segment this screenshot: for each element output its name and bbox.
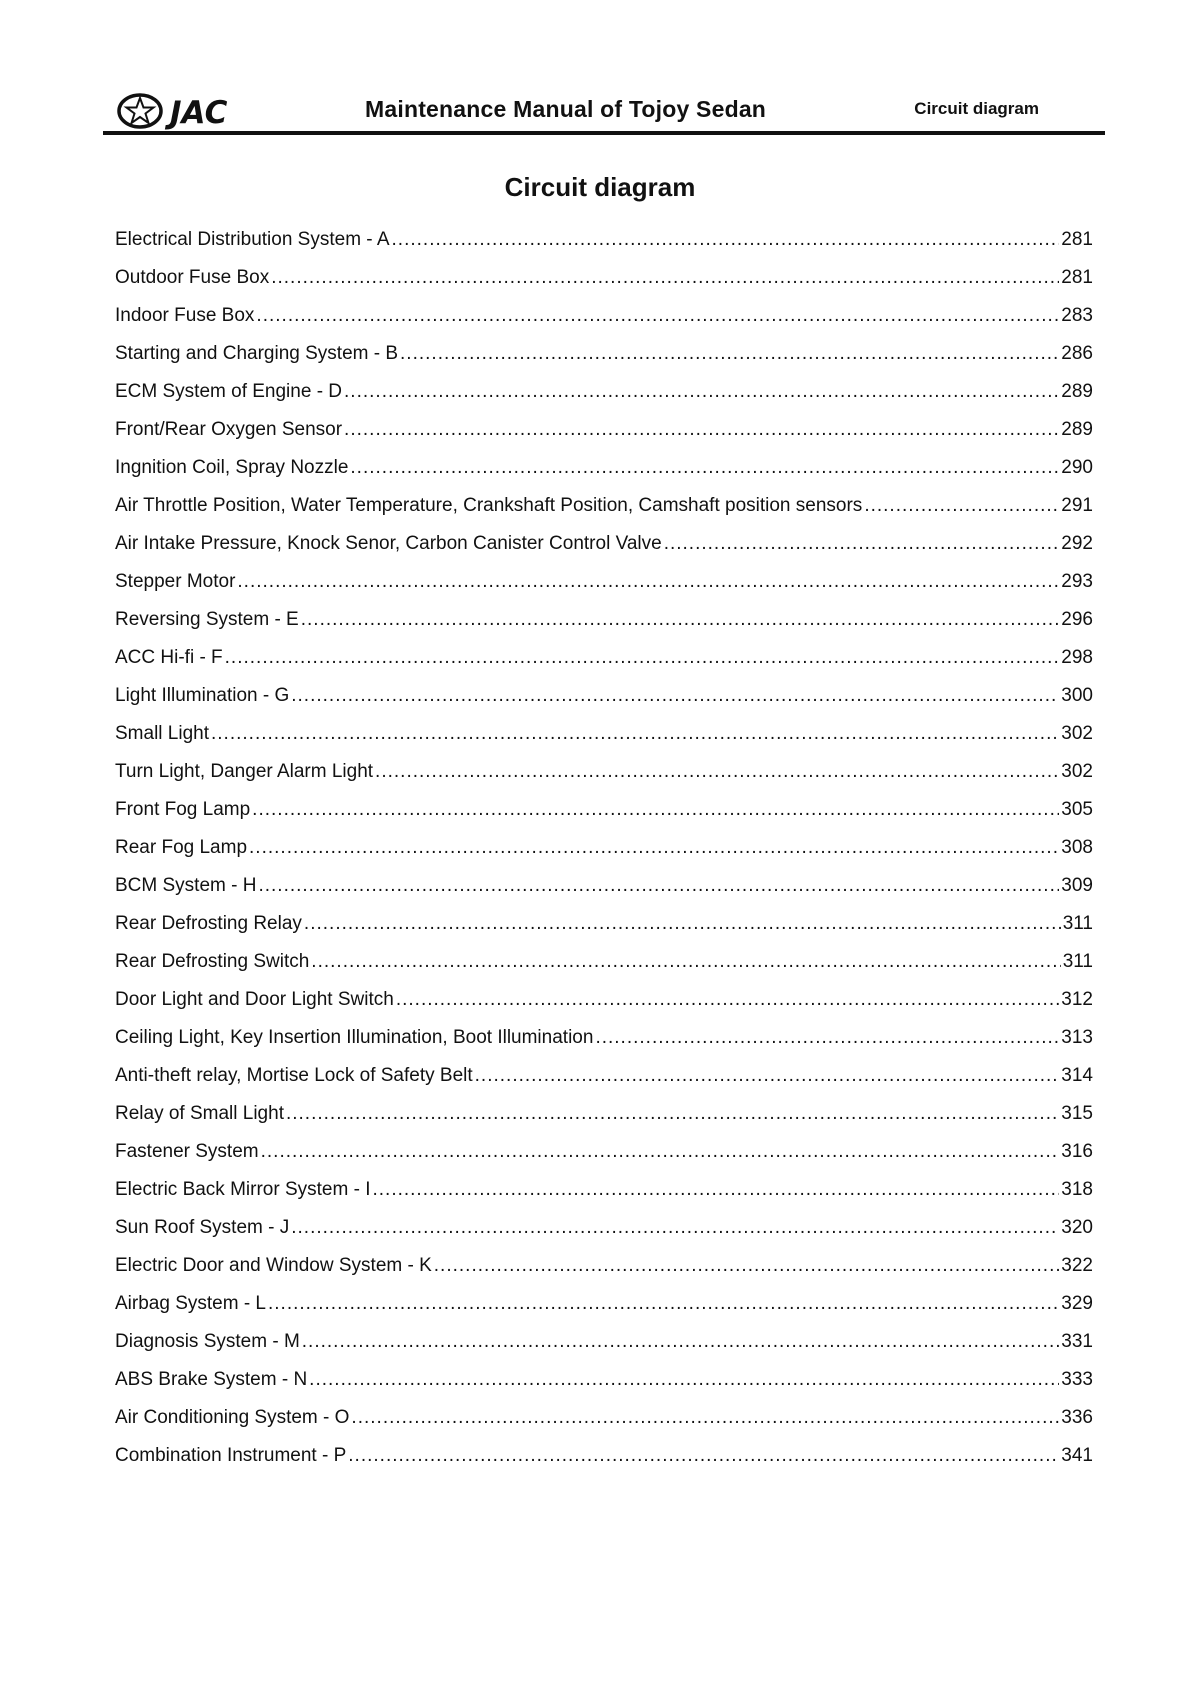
- toc-entry[interactable]: [115, 1178, 1093, 1216]
- dot-leader: [344, 380, 1059, 404]
- dot-leader: [271, 266, 1059, 290]
- toc-entry-title: ECM System of Engine - D: [115, 381, 343, 402]
- toc-entry[interactable]: [115, 570, 1093, 608]
- dot-leader: [256, 304, 1059, 328]
- toc-entry[interactable]: [115, 988, 1093, 1026]
- toc-entry-page-number: 311: [1062, 913, 1093, 934]
- toc-entry-page-number: 302: [1061, 723, 1093, 744]
- toc-entry-title: Front/Rear Oxygen Sensor: [115, 419, 343, 440]
- toc-entry[interactable]: [115, 722, 1093, 760]
- dot-leader: [225, 646, 1060, 670]
- dot-leader: [396, 988, 1059, 1012]
- toc-entry-page-number: 302: [1061, 761, 1093, 782]
- dot-leader: [268, 1292, 1059, 1316]
- toc-entry-page-number: 316: [1061, 1141, 1093, 1162]
- toc-entry[interactable]: [115, 760, 1093, 798]
- dot-leader: [304, 912, 1061, 936]
- toc-entry-page-number: 308: [1061, 837, 1093, 858]
- toc-entry[interactable]: [115, 950, 1093, 988]
- dot-leader: [350, 456, 1059, 480]
- toc-entry-page-number: 336: [1061, 1407, 1093, 1428]
- toc-entry[interactable]: [115, 1330, 1093, 1368]
- dot-leader: [311, 950, 1060, 974]
- toc-entry-page-number: 290: [1061, 457, 1093, 478]
- toc-entry[interactable]: [115, 798, 1093, 836]
- dot-leader: [664, 532, 1060, 556]
- toc-entry-page-number: 322: [1061, 1255, 1093, 1276]
- toc-entry-page-number: 291: [1061, 495, 1093, 516]
- toc-entry-title: Airbag System - L: [115, 1293, 266, 1314]
- toc-entry-page-number: 320: [1061, 1217, 1093, 1238]
- toc-entry[interactable]: [115, 304, 1093, 342]
- dot-leader: [344, 418, 1059, 442]
- toc-entry-page-number: 292: [1061, 533, 1093, 554]
- toc-entry-page-number: 329: [1061, 1293, 1093, 1314]
- toc-entry-title: Ingnition Coil, Spray Nozzle: [115, 457, 349, 478]
- toc-entry[interactable]: [115, 874, 1093, 912]
- dot-leader: [372, 1178, 1059, 1202]
- toc-entry[interactable]: [115, 342, 1093, 380]
- toc-entry-title: ACC Hi-fi - F: [115, 647, 223, 668]
- toc-entry-title: Combination Instrument - P: [115, 1445, 347, 1466]
- toc-entry-title: ABS Brake System - N: [115, 1369, 308, 1390]
- toc-entry[interactable]: [115, 684, 1093, 722]
- toc-entry[interactable]: [115, 912, 1093, 950]
- toc-entry-title: Turn Light, Danger Alarm Light: [115, 761, 374, 782]
- toc-entry[interactable]: [115, 1064, 1093, 1102]
- toc-entry-title: Anti-theft relay, Mortise Lock of Safety Belt: [115, 1065, 473, 1086]
- dot-leader: [258, 874, 1059, 898]
- dot-leader: [301, 608, 1060, 632]
- dot-leader: [249, 836, 1059, 860]
- toc-entry-page-number: 341: [1061, 1445, 1093, 1466]
- dot-leader: [392, 228, 1060, 252]
- table-of-contents: [115, 228, 1093, 1482]
- toc-entry-title: BCM System - H: [115, 875, 257, 896]
- toc-entry-title: Air Throttle Position, Water Temperature, Crankshaft Position, Camshaft position sensors: [115, 495, 863, 516]
- toc-entry[interactable]: [115, 456, 1093, 494]
- header-divider: [103, 131, 1105, 135]
- toc-entry-page-number: 281: [1061, 229, 1093, 250]
- toc-entry-title: Air Intake Pressure, Knock Senor, Carbon Canister Control Valve: [115, 533, 662, 554]
- toc-entry-title: Electric Door and Window System - K: [115, 1255, 432, 1276]
- toc-entry-title: Ceiling Light, Key Insertion Illumination, Boot Illumination: [115, 1027, 594, 1048]
- toc-entry-title: Rear Defrosting Relay: [115, 913, 302, 934]
- dot-leader: [864, 494, 1059, 518]
- toc-entry-title: Air Conditioning System - O: [115, 1407, 350, 1428]
- dot-leader: [302, 1330, 1060, 1354]
- toc-entry-page-number: 286: [1061, 343, 1093, 364]
- toc-entry-page-number: 333: [1061, 1369, 1093, 1390]
- dot-leader: [351, 1406, 1059, 1430]
- toc-entry[interactable]: [115, 646, 1093, 684]
- document-title: Maintenance Manual of Tojoy Sedan: [365, 96, 767, 122]
- toc-entry-page-number: 289: [1061, 381, 1093, 402]
- dot-leader: [309, 1368, 1059, 1392]
- toc-entry-title: Electrical Distribution System - A: [115, 229, 390, 250]
- toc-entry-page-number: 293: [1061, 571, 1093, 592]
- toc-entry-page-number: 289: [1061, 419, 1093, 440]
- toc-entry[interactable]: [115, 1216, 1093, 1254]
- toc-entry[interactable]: [115, 418, 1093, 456]
- dot-leader: [400, 342, 1059, 366]
- toc-entry[interactable]: [115, 494, 1093, 532]
- toc-entry-page-number: 312: [1061, 989, 1093, 1010]
- toc-entry-title: Electric Back Mirror System - I: [115, 1179, 371, 1200]
- toc-entry[interactable]: [115, 608, 1093, 646]
- toc-entry[interactable]: [115, 532, 1093, 570]
- toc-entry[interactable]: [115, 1254, 1093, 1292]
- toc-entry-title: Rear Fog Lamp: [115, 837, 248, 858]
- dot-leader: [595, 1026, 1059, 1050]
- toc-entry-title: Small Light: [115, 723, 209, 744]
- dot-leader: [211, 722, 1059, 746]
- page-header: [103, 86, 1105, 132]
- toc-entry-page-number: 305: [1061, 799, 1093, 820]
- page-title: Circuit diagram: [504, 172, 696, 202]
- dot-leader: [434, 1254, 1060, 1278]
- toc-entry[interactable]: [115, 1292, 1093, 1330]
- toc-entry-page-number: 313: [1061, 1027, 1093, 1048]
- toc-entry-page-number: 300: [1061, 685, 1093, 706]
- toc-entry[interactable]: [115, 1444, 1093, 1482]
- dot-leader: [237, 570, 1059, 594]
- toc-entry[interactable]: [115, 1026, 1093, 1064]
- toc-entry-title: Door Light and Door Light Switch: [115, 989, 394, 1010]
- dot-leader: [375, 760, 1059, 784]
- toc-entry-page-number: 283: [1061, 305, 1093, 326]
- toc-entry[interactable]: [115, 228, 1093, 266]
- dot-leader: [252, 798, 1059, 822]
- dot-leader: [291, 1216, 1059, 1240]
- logo-wordmark: JAC: [170, 95, 228, 130]
- toc-entry-page-number: 298: [1061, 647, 1093, 668]
- toc-entry[interactable]: [115, 1102, 1093, 1140]
- dot-leader: [475, 1064, 1060, 1088]
- section-label: Circuit diagram: [914, 99, 1039, 118]
- jac-logo: [116, 92, 276, 130]
- toc-entry[interactable]: [115, 836, 1093, 874]
- toc-entry-page-number: 331: [1061, 1331, 1093, 1352]
- dot-leader: [291, 684, 1059, 708]
- toc-entry-page-number: 281: [1061, 267, 1093, 288]
- toc-entry-page-number: 318: [1061, 1179, 1093, 1200]
- toc-entry-page-number: 309: [1061, 875, 1093, 896]
- toc-entry-title: Relay of Small Light: [115, 1103, 284, 1124]
- toc-entry[interactable]: [115, 1140, 1093, 1178]
- toc-entry-title: Front Fog Lamp: [115, 799, 251, 820]
- toc-entry-title: Starting and Charging System - B: [115, 343, 399, 364]
- toc-entry-title: Outdoor Fuse Box: [115, 267, 270, 288]
- toc-entry[interactable]: [115, 1406, 1093, 1444]
- toc-entry[interactable]: [115, 380, 1093, 418]
- toc-entry-page-number: 315: [1061, 1103, 1093, 1124]
- toc-entry-title: Light Illumination - G: [115, 685, 290, 706]
- dot-leader: [286, 1102, 1059, 1126]
- toc-entry-title: Reversing System - E: [115, 609, 299, 630]
- dot-leader: [348, 1444, 1059, 1468]
- toc-entry-page-number: 311: [1062, 951, 1093, 972]
- toc-entry[interactable]: [115, 266, 1093, 304]
- toc-entry-title: Indoor Fuse Box: [115, 305, 255, 326]
- toc-entry-title: Sun Roof System - J: [115, 1217, 290, 1238]
- dot-leader: [261, 1140, 1060, 1164]
- toc-entry-title: Rear Defrosting Switch: [115, 951, 310, 972]
- toc-entry-title: Stepper Motor: [115, 571, 236, 592]
- toc-entry-page-number: 296: [1061, 609, 1093, 630]
- toc-entry-title: Fastener System: [115, 1141, 259, 1162]
- toc-entry-page-number: 314: [1061, 1065, 1093, 1086]
- toc-entry-title: Diagnosis System - M: [115, 1331, 300, 1352]
- toc-entry[interactable]: [115, 1368, 1093, 1406]
